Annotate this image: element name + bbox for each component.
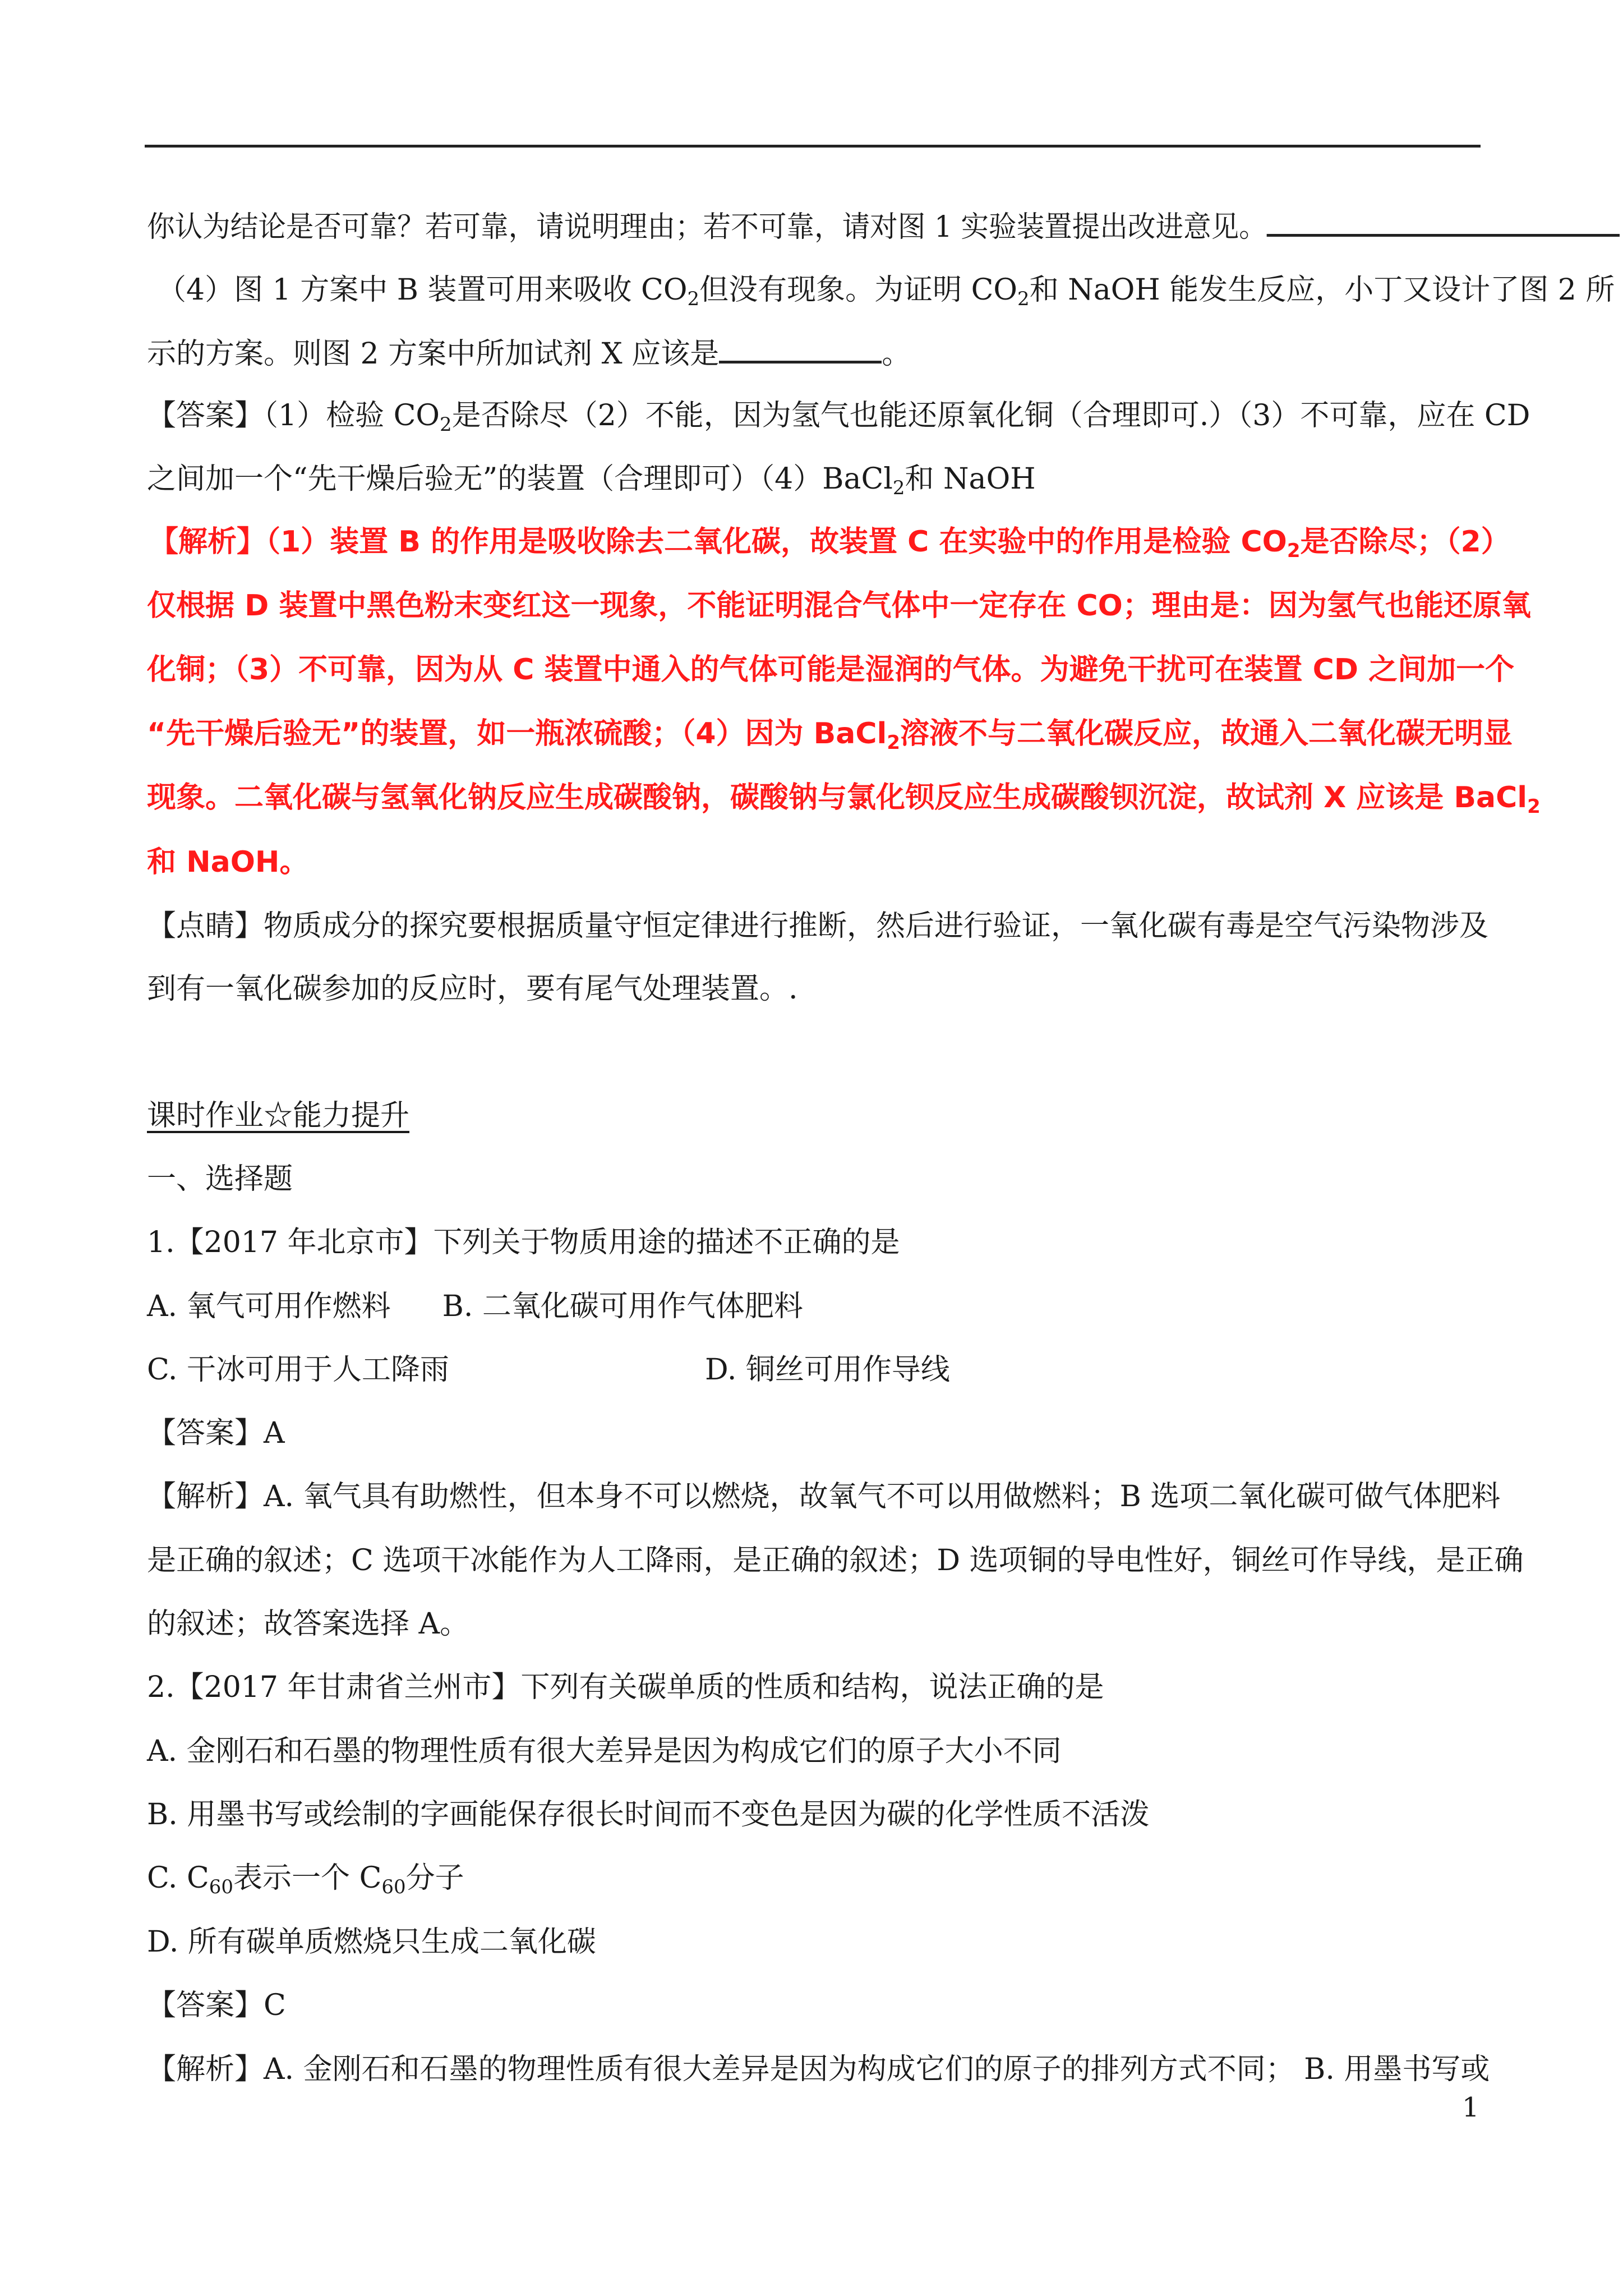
q2-option-c[interactable]: C. $C_{60}$表示一个 $C_{60}$分子 <box>147 1861 464 1898</box>
tip-line1: 【点睛】物质成分的探究要根据质量守恒定律进行推断，然后进行验证，一氧化碳有毒是空气污染物涉及 <box>147 909 1489 943</box>
analysis-line4: “先干燥后验无”的装置，如一瓶浓硫酸；（4）因为 BaCl$_2$溶液不与二氧化碳反应，故通入二氧化碳无明显 <box>147 717 1513 754</box>
q1-analysis-line3: 的叙述；故答案选择 A。 <box>147 1607 469 1641</box>
header-rule <box>145 145 1481 148</box>
q4-line1: （4）图 1 方案中 B 装置可用来吸收 $CO_2$但没有现象。为证明 $CO_2$和 NaOH 能发生反应，小丁又设计了图 2 所 <box>157 273 1615 310</box>
analysis-line3: 化铜；（3）不可靠，因为从 C 装置中通入的气体可能是湿润的气体。为避免干扰可在装置 CD 之间加一个 <box>147 653 1515 687</box>
q1-stem: 1.【2017 年北京市】下列关于物质用途的描述不正确的是 <box>147 1226 900 1259</box>
answer-blank[interactable] <box>1267 208 1620 237</box>
analysis-line2: 仅根据 D 装置中黑色粉末变红这一现象，不能证明混合气体中一定存在 CO；理由是：因为氢气也能还原氧 <box>147 589 1531 623</box>
q2-option-a[interactable]: A. 金刚石和石墨的物理性质有很大差异是因为构成它们的原子大小不同 <box>147 1734 1062 1768</box>
q2-stem: 2.【2017 年甘肃省兰州市】下列有关碳单质的性质和结构，说法正确的是 <box>147 1671 1104 1704</box>
q1-answer: 【答案】A <box>147 1416 285 1450</box>
q1-analysis-line1: 【解析】A. 氧气具有助燃性，但本身不可以燃烧，故氧气不可以用做燃料；B 选项二氧化碳可做气体肥料 <box>147 1480 1501 1513</box>
q2-option-b[interactable]: B. 用墨书写或绘制的字画能保存很长时间而不变色是因为碳的化学性质不活泼 <box>147 1798 1150 1832</box>
section-title: 课时作业☆能力提升 <box>147 1099 410 1133</box>
analysis-line1: 【解析】（1）装置 B 的作用是吸收除去二氧化碳，故装置 C 在实验中的作用是检验 $CO_2$是否除尽；（2） <box>149 525 1510 562</box>
q1-options-ab <box>147 1289 803 1324</box>
q1-options-cd <box>147 1352 950 1388</box>
q3-text <box>147 208 1620 244</box>
q2-answer: 【答案】C <box>147 1989 286 2022</box>
q2-option-d[interactable]: D. 所有碳单质燃烧只生成二氧化碳 <box>147 1925 596 1959</box>
q3-line1: 你认为结论是否可靠？若可靠，请说明理由；若不可靠，请对图 1 实验装置提出改进意见。 <box>147 210 1267 244</box>
q1-option-b[interactable]: B. 二氧化碳可用作气体肥料 <box>442 1290 803 1323</box>
q1-option-c[interactable]: C. 干冰可用于人工降雨 <box>147 1353 449 1387</box>
q1-option-a[interactable]: A. 氧气可用作燃料 <box>147 1290 391 1323</box>
part-title: 一、选择题 <box>147 1162 293 1196</box>
q2-analysis-line1: 【解析】A. 金刚石和石墨的物理性质有很大差异是因为构成它们的原子的排列方式不同； B. 用墨书写或 <box>147 2053 1490 2086</box>
tip-line2: 到有一氧化碳参加的反应时，要有尾气处理装置。. <box>147 972 798 1006</box>
analysis-line6: 和 NaOH。 <box>147 845 309 879</box>
q4-line2: 示的方案。则图 2 方案中所加试剂 X 应该是 。 <box>147 335 911 371</box>
q1-analysis-line2: 是正确的叙述；C 选项干冰能作为人工降雨，是正确的叙述；D 选项铜的导电性好，铜丝可作导线，是正确 <box>147 1544 1524 1577</box>
page-number: 1 <box>1462 2092 1479 2123</box>
answer-line2: 之间加一个“先干燥后验无”的装置（合理即可）（4）BaCl$_2$和 NaOH <box>147 462 1036 499</box>
analysis-line5: 现象。二氧化碳与氢氧化钠反应生成碳酸钠，碳酸钠与氯化钡反应生成碳酸钡沉淀，故试剂 X 应该是 BaCl$_2$ <box>147 781 1541 818</box>
answer-blank[interactable] <box>719 335 882 364</box>
answer-line1: 【答案】（1）检验 $CO_2$是否除尽（2）不能，因为氢气也能还原氧化铜（合理即可.）（3）不可靠，应在 CD <box>147 399 1530 436</box>
q1-option-d[interactable]: D. 铜丝可用作导线 <box>705 1353 950 1387</box>
